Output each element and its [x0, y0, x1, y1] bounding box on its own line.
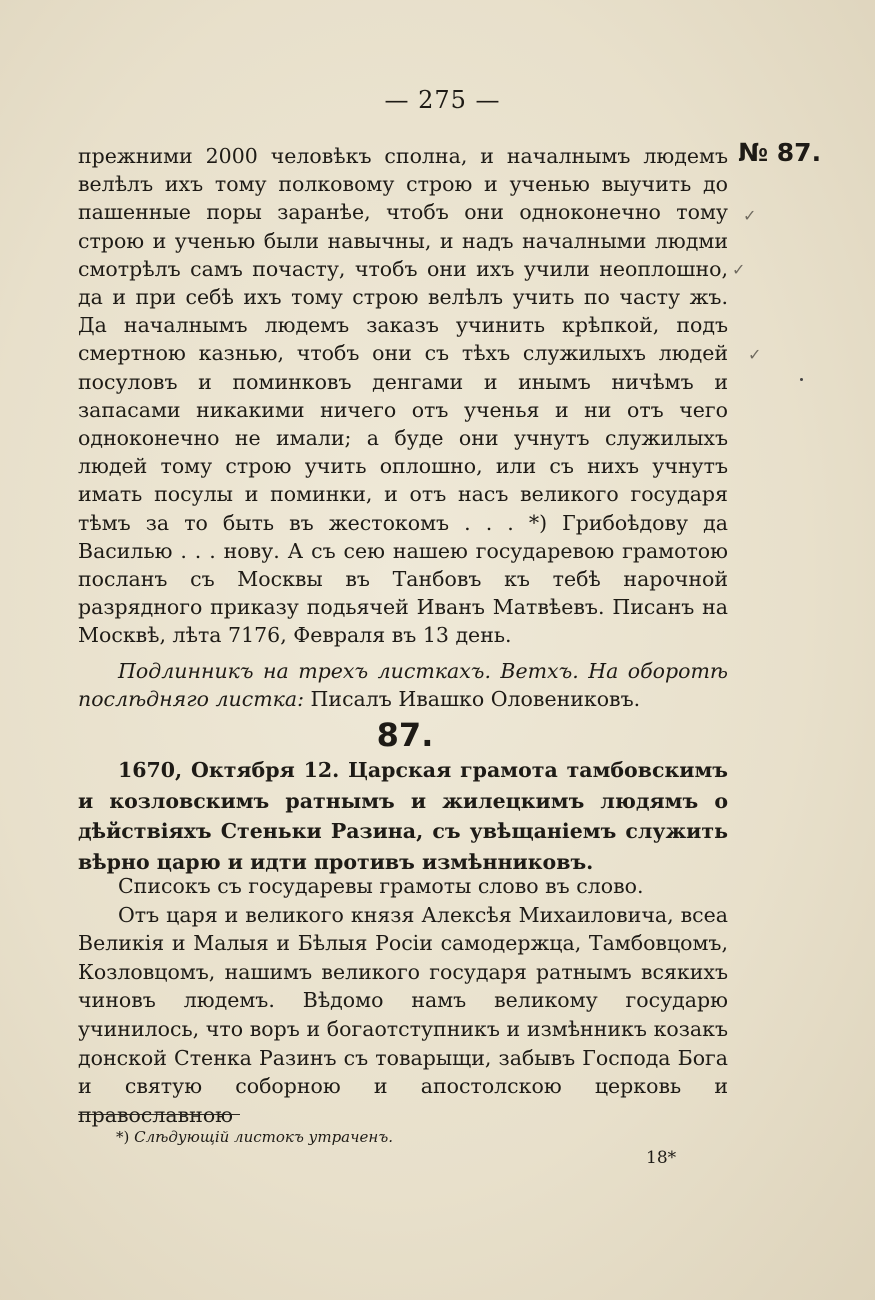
copy-line: Списокъ съ государевы грамоты слово въ слово. — [118, 874, 644, 898]
document-title: 1670, Октября 12. Царская грамота тамбовскимъ и козловскимъ ратнымъ и жилецкимъ людямъ о дѣйствіяхъ Стеньки Разина, съ увѣщаніемъ служить вѣрно царю и идти противъ измѣнниковъ. — [78, 758, 728, 874]
footnote — [116, 1128, 393, 1146]
paragraph: прежними 2000 человѣкъ сполна, и началнымъ людемъ велѣлъ ихъ тому полковому строю и ученью выучить до пашенные поры заранѣе, чтобъ они одноконечно тому строю и ученью были навычны, и надъ началными людми смотрѣлъ самъ почасту, чтобъ они ихъ учили неоплошно, да и при себѣ ихъ тому строю велѣлъ учить по часту жъ. Да началнымъ людемъ заказъ учинить крѣпкой, подъ смертною казнью, чтобъ они съ тѣхъ служилыхъ людей посуловъ и поминковъ денгами и инымъ ничѣмъ и запасами никакими ничего отъ ученья и ни отъ чего одноконечно не имали; а буде они учнутъ служилыхъ людей тому строю учить оплошно, или съ нихъ учнутъ имать посулы и поминки, и отъ насъ великого государя тѣмъ за то быть въ жестокомъ . . . *) Грибоѣдову да Василью . . . нову. А съ сею нашею государевою грамотою посланъ съ Москвы въ Танбовъ къ тебѣ нарочной разрядного приказу подьячей Иванъ Матвѣевъ. Писанъ на Москвѣ, лѣта 7176, Февраля въ 13 день. — [78, 144, 728, 648]
source-note-plain: Писалъ Ивашко Оловениковъ. — [304, 687, 641, 712]
footnote-divider — [78, 1114, 240, 1115]
margin-check-mark: ✓ — [743, 206, 757, 225]
footnote-marker: *) — [116, 1128, 130, 1146]
continued-letter-text — [78, 142, 728, 650]
page-number: — 275 — — [384, 86, 501, 114]
footnote-text: Слѣдующій листокъ утраченъ. — [134, 1128, 393, 1146]
margin-dot — [800, 378, 803, 381]
document-number: 87. — [376, 716, 434, 754]
source-note — [78, 657, 728, 713]
document-text: Отъ царя и великого князя Алексѣя Михаиловича, всеа Великія и Малыя и Бѣлыя Росіи самодержца, Тамбовцомъ, Козловцомъ, нашимъ великого государя ратнымъ всякихъ чиновъ людемъ. Вѣдомо намъ великому государю учинилось, что воръ и богаотступникъ и измѣнникъ козакъ донской Стенка Разинъ съ товарыщи, забывъ Господа Бога и святую соборною и апостолскою церковь и православною — [78, 902, 728, 1127]
margin-check-mark: ✓ — [748, 345, 762, 364]
source-note-italic: Подлинникъ на трехъ листкахъ. Ветхъ. На оборотѣ послѣдняго листка: — [78, 659, 728, 712]
document-body — [78, 872, 728, 1129]
margin-document-number: № 87. — [738, 138, 822, 167]
margin-check-mark: ✓ — [732, 260, 746, 279]
signature-mark: 18* — [646, 1148, 677, 1168]
